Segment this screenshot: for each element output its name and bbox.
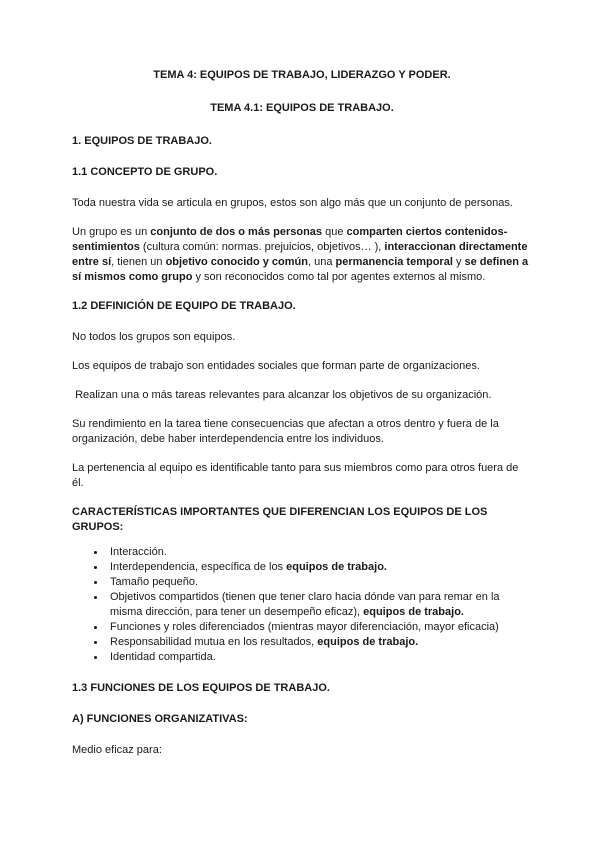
grupo-text-4: , tienen un xyxy=(111,256,166,268)
grupo-text-1: Un grupo es un xyxy=(72,226,151,238)
grupo-bold-1: conjunto de dos o más personas xyxy=(150,226,323,238)
grupo-text-6: y xyxy=(452,256,465,268)
paragraph-realizan: Realizan una o más tareas relevantes para alcanzar los objetivos de su organización. xyxy=(72,389,492,401)
grupo-text-2: que xyxy=(322,226,347,238)
list-item xyxy=(106,650,532,665)
grupo-bold-6: se definen a sí mismos como grupo xyxy=(72,256,529,283)
grupo-bold-3: interaccionan directamente entre sí xyxy=(72,241,528,268)
grupo-bold-5: permanencia temporal xyxy=(335,256,453,268)
list-item-text: Tamaño pequeño. xyxy=(110,576,199,588)
list-item-text: Responsabilidad mutua en los resultados, xyxy=(110,636,318,648)
document-body xyxy=(72,68,532,772)
paragraph-rendimiento: Su rendimiento en la tarea tiene consecuencias que afectan a otros dentro y fuera de la organización, debe haber interdependencia entre los individuos. xyxy=(72,418,499,445)
list-item-bold: equipos de trabajo. xyxy=(317,636,419,648)
section-heading-1: 1. EQUIPOS DE TRABAJO. xyxy=(72,135,212,147)
list-item-bold: equipos de trabajo. xyxy=(363,606,464,618)
list-item-text: Interacción. xyxy=(110,546,167,558)
paragraph-entidades: Los equipos de trabajo son entidades sociales que forman parte de organizaciones. xyxy=(72,360,480,372)
paragraph-pertenencia: La pertenencia al equipo es identificable tanto para sus miembros como para otros fuera de él. xyxy=(72,462,519,489)
paragraph-medio: Medio eficaz para: xyxy=(72,744,162,756)
list-item-text: Objetivos compartidos (tienen que tener claro hacia dónde van para remar en la misma dirección, para tener un desempeño eficaz), xyxy=(110,591,500,618)
grupo-text-5: , una xyxy=(307,256,336,268)
list-item xyxy=(106,545,532,560)
grupo-text-3: (cultura común: normas. prejuicios, objetivos… ), xyxy=(139,241,385,253)
list-item-bold: equipos de trabajo. xyxy=(286,561,387,573)
caracteristicas-heading: CARACTERÍSTICAS IMPORTANTES QUE DIFERENCIAN LOS EQUIPOS DE LOS GRUPOS: xyxy=(72,506,488,533)
list-item-text: Funciones y roles diferenciados (mientras mayor diferenciación, mayor eficacia) xyxy=(110,621,499,633)
grupo-bold-2: comparten ciertos contenidos-sentimientos xyxy=(72,226,508,253)
list-item xyxy=(106,560,532,575)
section-heading-a: A) FUNCIONES ORGANIZATIVAS: xyxy=(72,713,248,725)
list-item-text: Interdependencia, específica de los xyxy=(110,561,287,573)
list-item xyxy=(106,620,532,635)
list-item xyxy=(106,590,532,620)
list-item-text: Identidad compartida. xyxy=(110,651,216,663)
grupo-text-7: y son reconocidos como tal por agentes externos al mismo. xyxy=(192,271,486,283)
main-title: TEMA 4: EQUIPOS DE TRABAJO, LIDERAZGO Y PODER. xyxy=(153,69,451,81)
section-heading-1-2: 1.2 DEFINICIÓN DE EQUIPO DE TRABAJO. xyxy=(72,300,296,312)
section-heading-1-1: 1.1 CONCEPTO DE GRUPO. xyxy=(72,166,218,178)
sub-title: TEMA 4.1: EQUIPOS DE TRABAJO. xyxy=(210,102,394,114)
list-item xyxy=(106,635,532,650)
caracteristicas-list xyxy=(72,545,532,665)
grupo-bold-4: objetivo conocido y común xyxy=(165,256,308,268)
paragraph-vida: Toda nuestra vida se articula en grupos, estos son algo más que un conjunto de personas. xyxy=(72,197,513,209)
section-heading-1-3: 1.3 FUNCIONES DE LOS EQUIPOS DE TRABAJO. xyxy=(72,682,330,694)
paragraph-no-todos: No todos los grupos son equipos. xyxy=(72,331,236,343)
paragraph-grupo xyxy=(72,225,532,285)
list-item xyxy=(106,575,532,590)
